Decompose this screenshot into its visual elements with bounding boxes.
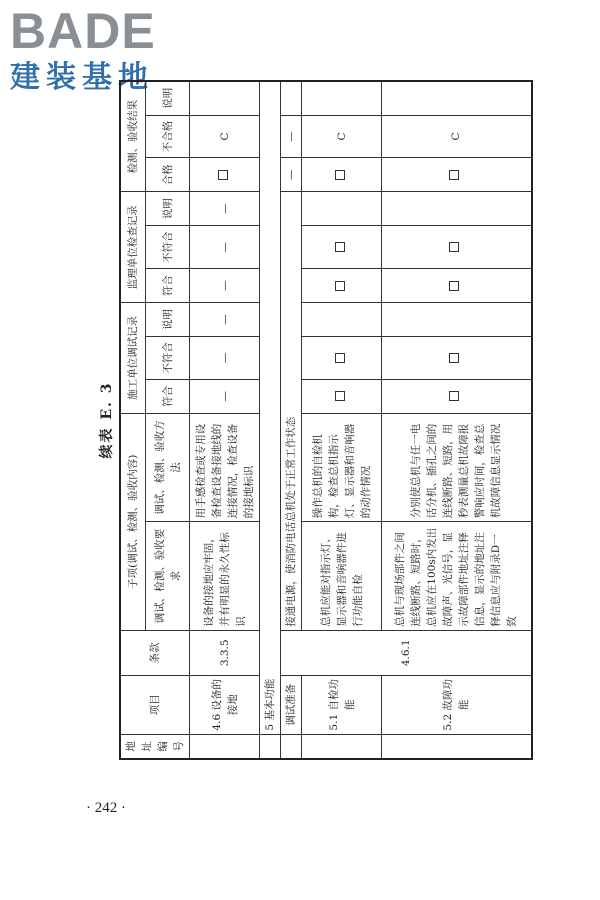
- section-title: 5 基本功能: [260, 81, 281, 734]
- header-s-note: 说明: [146, 192, 190, 226]
- header-r-note: 说明: [146, 81, 190, 115]
- checkbox[interactable]: [449, 281, 459, 291]
- row-item: 调试准备: [281, 675, 302, 734]
- row-item: 5.2 故障功能: [382, 675, 532, 734]
- row-method: 分别使总机与任一电话分机、插孔之间的连线断路、短路，用秒表测量总机故障报警响应时间，检查总机故障信息显示情况: [382, 413, 532, 521]
- checkbox[interactable]: [335, 242, 345, 252]
- row-requirement: 总机应能对指示灯、显示器和音响器件进行功能自检: [302, 522, 382, 630]
- table-title: 续表 E. 3: [99, 381, 115, 459]
- checkbox[interactable]: [335, 353, 345, 363]
- row-item: 5.1 自检功能: [302, 675, 382, 734]
- checkbox[interactable]: [449, 391, 459, 401]
- row-item: 4.6 设备的接地: [190, 675, 260, 734]
- table-row: [281, 81, 302, 759]
- logo-wordmark: BADE: [10, 3, 156, 59]
- checkbox[interactable]: [449, 170, 459, 180]
- cell-dash: —: [190, 336, 260, 379]
- header-row-1: [120, 81, 146, 759]
- cell-dash: —: [190, 226, 260, 269]
- cell-grade: C: [382, 115, 532, 158]
- checkbox[interactable]: [335, 391, 345, 401]
- cell-dash: —: [190, 192, 260, 226]
- acceptance-table: [119, 80, 533, 760]
- header-s-pass: 符合: [146, 269, 190, 303]
- logo-subtitle: 建装基地: [10, 60, 154, 95]
- section-row: [260, 81, 281, 759]
- row-method: 操作总机的自检机构，检查总机指示灯、显示器和音响器的动作情况: [302, 413, 382, 521]
- checkbox[interactable]: [218, 170, 228, 180]
- row-requirement: 设备的接地应牢固，并有明显的永久性标识: [190, 522, 260, 630]
- cell-dash: —: [281, 115, 302, 158]
- header-requirement: 调试、检测、验收要求: [146, 522, 190, 630]
- checkbox[interactable]: [335, 170, 345, 180]
- cell-dash: —: [190, 269, 260, 303]
- cell-dash: —: [190, 303, 260, 337]
- cell-dash: —: [281, 158, 302, 192]
- header-r-ok: 合格: [146, 158, 190, 192]
- header-construction: 施工单位调试记录: [120, 303, 146, 414]
- page-number: · 242 ·: [86, 800, 126, 816]
- row-clause: 3.3.5: [190, 630, 260, 675]
- cell-dash: —: [190, 379, 260, 413]
- header-clause: 条款: [120, 630, 190, 675]
- checkbox[interactable]: [335, 281, 345, 291]
- header-s-fail: 不符合: [146, 226, 190, 269]
- header-c-fail: 不符合: [146, 336, 190, 379]
- header-method: 调试、检测、验收方法: [146, 413, 190, 521]
- header-result: 检测、验收结果: [120, 81, 146, 192]
- cell-grade: C: [302, 115, 382, 158]
- header-c-pass: 符合: [146, 379, 190, 413]
- row-clause: 4.6.1: [281, 630, 532, 675]
- header-supervision: 监理单位检查记录: [120, 192, 146, 303]
- row-method: 用手感检查或专用设备检查设备接地线的连接情况，检查设备的接地标识: [190, 413, 260, 521]
- row-requirement: 总机与现场部件之间连线断路、短路时，总机应在100s内发出故障声、光信号，显示故障部件地址注释信息，显示的地址注释信息应与附录D一致: [382, 522, 532, 630]
- cell-grade: C: [190, 115, 260, 158]
- header-subitem: 子项(调试、检测、验收内容): [120, 413, 146, 630]
- rotated-table-page: [95, 70, 565, 770]
- header-address-no: 地址编号: [120, 734, 190, 759]
- header-c-note: 说明: [146, 303, 190, 337]
- row-content: 接通电源，使消防电话总机处于正常工作状态: [281, 192, 302, 630]
- checkbox[interactable]: [449, 353, 459, 363]
- header-r-not-ok: 不合格: [146, 115, 190, 158]
- header-item: 项目: [120, 675, 190, 734]
- table-row: [190, 81, 260, 759]
- checkbox[interactable]: [449, 242, 459, 252]
